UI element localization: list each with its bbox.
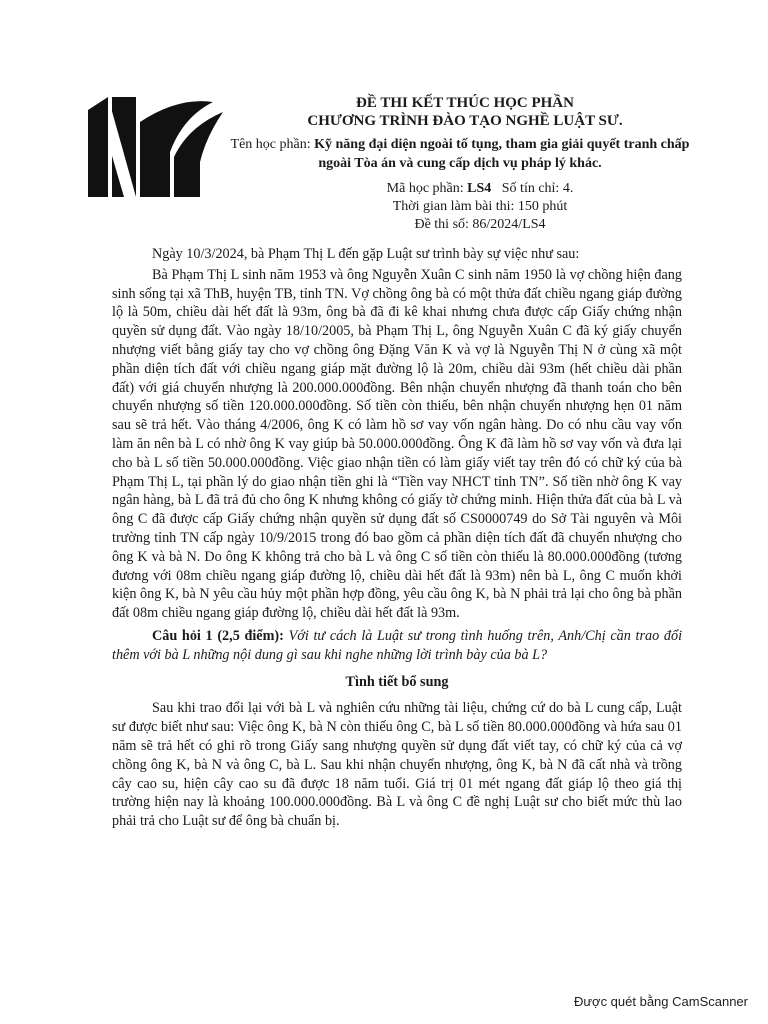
case-paragraph: Bà Phạm Thị L sinh năm 1953 và ông Nguyễn Xuân C sinh năm 1950 là vợ chồng hiện đang sinh sống tại xã ThB, huyện TB, tỉnh TN. Vợ chồng ông bà có một thửa đất chiều ngang giáp đường lộ là 50m, chiều dài hết đất là 93m, ông bà đã đi kê khai nhưng chưa được cấp Giấy chứng nhận quyền sử dụng đất. Vào ngày 18/10/2005, bà Phạm Thị L, ông Nguyễn Xuân C đã ký giấy chuyển nhượng viết bằng giấy tay cho vợ chồng ông Đặng Văn K và vợ là Nguyễn Thị N ở cùng xã một phần diện tích đất với chiều ngang giáp mặt đường lộ là 20m, chiều dài 93m (hết chiều dài phần đất) với giá chuyển nhượng là 200.000.000đồng. Bên nhận chuyển nhượng đã thanh toán cho bên chuyển nhượng số tiền 120.000.000đồng. Số tiền còn thiếu, bên nhận chuyển nhượng hẹn 01 năm sau sẽ trả hết. Vào tháng 4/2006, ông K có làm hồ sơ vay vốn ngân hàng. Do có nhu cầu vay vốn làm ăn nên bà L có nhờ ông K vay giúp bà 50.000.000đồng. Ông K đã làm hồ sơ vay vốn và đưa lại cho bà L số tiền 50.000.000đồng. Việc giao nhận tiền có làm giấy viết tay trên đó có chữ ký của bà Phạm Thị L, tại phần lý do giao nhận tiền ghi là “Tiền vay NHCT tỉnh TN”. Số tiền nhờ ông K vay ngân hàng, bà L đã trả đủ cho ông K nhưng không có giấy tờ chứng minh. Hiện thửa đất của bà L và ông C đã được cấp Giấy chứng nhận quyền sử dụng đất số CS0000749 do Sở Tài nguyên và Môi trường tỉnh TN cấp ngày 10/9/2015 trong đó bao gồm cả phần diện tích đất đã chuyển nhượng cho ông K và bà N. Do ông K không trả cho bà L và ông C số tiền còn thiếu là 80.000.000đồng (tương đương với 08m chiều ngang giáp đường lộ, chiều dài hết đất là 93m) nên bà L, ông C muốn khởi kiện ông K, bà N yêu cầu hủy một phần hợp đồng, yêu cầu ông K, bà N phải trả lại cho ông bà phần đất 08m chiều ngang giáp đường lộ, chiều dài hết đất là 93m. bbox=[112, 266, 682, 622]
question-1-text: Với tư cách là Luật sư trong tình huống trên, Anh/Chị cần trao đổi thêm với bà L những nội dung gì sau khi nghe những lời trình bày của bà L? bbox=[112, 627, 683, 663]
supplementary-title: Tình tiết bổ sung bbox=[345, 673, 449, 690]
supplementary-paragraph: Sau khi trao đổi lại với bà L và nghiên cứu những tài liệu, chứng cứ do bà L cung cấp, Luật sư được biết như sau: Việc ông K, bà N còn thiếu ông C, bà L số tiền 80.000.000đồng và hứa sau 01 năm sẽ trả hết có ghi rõ trong Giấy sang nhượng quyền sử dụng đất viết tay, có chữ ký của cả vợ chồng ông K, bà N và ông C, bà L. Sau khi nhận chuyển nhượng, ông K, bà N đã cất nhà và trồng cây cao su, hiện cây cao su đã được 18 năm tuổi. Giá trị 01 mét ngang đất giáp lộ theo giá thị trường hiện nay là khoảng 100.000.000đồng. Bà L và ông C đề nghị Luật sư cho biết mức thù lao phải trả cho Luật sư để ông bà chuẩn bị. bbox=[112, 700, 682, 830]
exam-title: ĐỀ THI KẾT THÚC HỌC PHẦN bbox=[356, 95, 574, 111]
exam-number: Đề thi số: 86/2024/LS4 bbox=[414, 217, 546, 232]
scanner-watermark: Được quét bằng CamScanner bbox=[573, 994, 748, 1009]
exam-time: Thời gian làm bài thi: 150 phút bbox=[392, 199, 568, 214]
subject-label: Tên học phần: bbox=[230, 137, 311, 152]
question-1 bbox=[112, 627, 682, 665]
course-code: LS4 bbox=[467, 181, 492, 196]
subject-line bbox=[225, 135, 695, 173]
credits: Số tín chỉ: 4. bbox=[501, 181, 574, 196]
exam-body bbox=[112, 245, 682, 833]
subject-name: Kỹ năng đại diện ngoài tố tụng, tham gia giải quyết tranh chấp ngoài Tòa án và cung cấp dịch vụ pháp lý khác. bbox=[314, 137, 690, 171]
question-1-label: Câu hỏi 1 (2,5 điểm): bbox=[152, 627, 284, 644]
program-title: CHƯƠNG TRÌNH ĐÀO TẠO NGHỀ LUẬT SƯ. bbox=[307, 113, 623, 129]
course-code-line bbox=[330, 181, 630, 197]
intro-paragraph: Ngày 10/3/2024, bà Phạm Thị L đến gặp Luật sư trình bày sự việc như sau: bbox=[152, 246, 580, 262]
code-label: Mã học phần: bbox=[386, 181, 464, 196]
